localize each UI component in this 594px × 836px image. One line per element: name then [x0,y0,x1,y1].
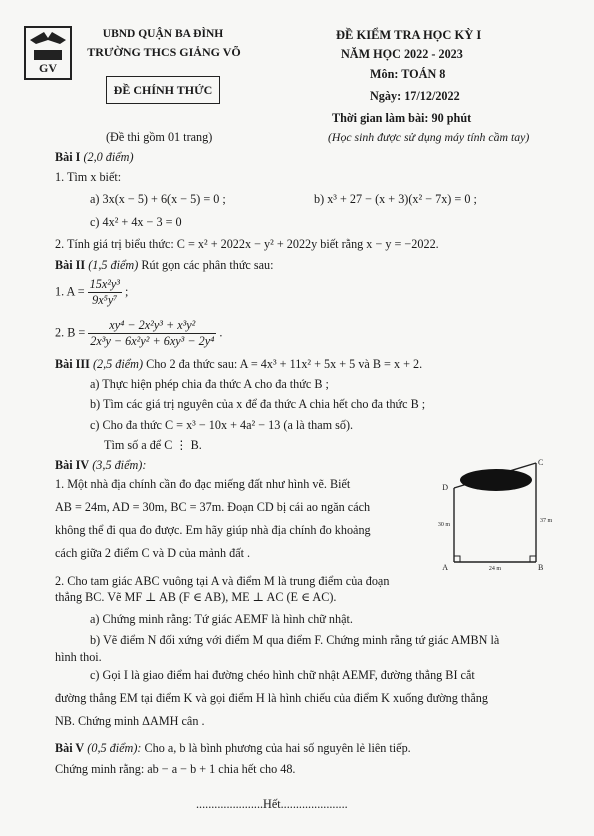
bai4-points: (3,5 điểm): [92,458,147,472]
bai4-c1: c) Gọi I là giao điểm hai đường chéo hình chữ nhật AEMF, đường thẳng BI cắt [90,668,475,682]
pages-note: (Đề thi gồm 01 trang) [106,130,213,144]
calculator-note: (Học sinh được sử dụng máy tính cầm tay) [328,130,530,144]
bai3-a: a) Thực hiện phép chia đa thức A cho đa thức B ; [90,377,329,391]
label-c: C [538,458,544,467]
bai2-p1-fraction [88,277,122,308]
exam-date: Ngày: 17/12/2022 [370,89,460,103]
bai2-title: Bài II [55,258,86,272]
bai3-points: (2,5 điểm) [92,357,144,371]
end-marker: ......................Hết...................... [196,797,348,811]
label-b: B [538,563,544,572]
bai5-heading [55,741,411,756]
bai4-p2-line2: thẳng BC. Vẽ MF ⊥ AB (F ∈ AB), ME ⊥ AC (E ∈ AC). [55,590,337,604]
bai4-p1-line4: cách giữa 2 điểm C và D của mảnh đất . [55,546,251,560]
org-name: UBND QUẬN BA ĐÌNH [102,28,224,40]
bai1-q2: 2. Tính giá trị biểu thức: C = x² + 2022x − y² + 2022y biết rằng x − y = −2022. [55,237,439,251]
label-ab-length: 24 m [488,566,502,572]
bai5-points: (0,5 điểm): [87,741,142,755]
school-name: TRƯỜNG THCS GIẢNG VÕ [87,45,241,59]
bai2-p2-end: . [219,325,223,340]
bai2-p2-label: 2. B = [55,325,86,340]
bai2-p1-denominator: 9x⁵y⁷ [92,293,118,307]
svg-text:GV: GV [39,61,57,75]
bai3-intro: Cho 2 đa thức sau: A = 4x³ + 11x² + 5x + 5 và B = x + 2. [146,357,423,371]
bai4-p2-line1: 2. Cho tam giác ABC vuông tại A và điểm M là trung điểm của đoạn [55,574,390,588]
bai2-p2-denominator: 2x³y − 6x²y² + 6xy³ − 2y⁴ [90,334,215,348]
bai2-p2 [55,318,222,349]
bai2-points: (1,5 điểm) [88,258,139,272]
bai1-heading [55,150,134,165]
bai4-b1: b) Vẽ điểm N đối xứng với điểm M qua điểm F. Chứng minh rằng tứ giác AMBN là [90,633,500,647]
label-d: D [442,483,448,492]
bai3-c2: Tìm số a để C ⋮ B. [104,438,202,452]
bai4-p1-line1: 1. Một nhà địa chính cần đo đạc miếng đất như hình vẽ. Biết [55,477,351,491]
bai1-points: (2,0 điểm) [83,150,134,164]
subject: Môn: TOÁN 8 [370,67,446,81]
bai1-b: b) x³ + 27 − (x + 3)(x² − 7x) = 0 ; [314,192,477,206]
bai4-title: Bài IV [55,458,90,472]
bai4-a: a) Chứng minh rằng: Tứ giác AEMF là hình chữ nhật. [90,612,353,626]
duration: Thời gian làm bài: 90 phút [332,111,472,125]
bai1-a: a) 3x(x − 5) + 6(x − 5) = 0 ; [90,192,226,206]
land-figure [424,458,554,578]
bai2-p1-numerator: 15x²y³ [89,277,120,291]
official-stamp: ĐỀ CHÍNH THỨC [106,76,220,104]
bai2-p1-end: ; [125,284,129,299]
school-year: NĂM HỌC 2022 - 2023 [341,47,463,61]
exam-title: ĐỀ KIỂM TRA HỌC KỲ I [336,28,482,42]
bai3-c: c) Cho đa thức C = x³ − 10x + 4a² − 13 (a là tham số). [90,418,354,432]
bai1-q1: 1. Tìm x biết: [55,170,122,184]
bai4-c2: đường thẳng EM tại điểm K và gọi điểm H là hình chiếu của điểm K xuống đường thẳng [55,691,488,705]
school-logo [24,26,72,80]
bai5-line1: Cho a, b là bình phương của hai số nguyên lẻ liên tiếp. [144,741,411,755]
bai4-c3: NB. Chứng minh ΔAMH cân . [55,714,205,728]
bai2-p1-label: 1. A = [55,284,85,299]
bai2-intro: Rút gọn các phân thức sau: [141,258,274,272]
bai2-p2-fraction [88,318,216,349]
bai5-title: Bài V [55,741,85,755]
bai5-line2: Chứng minh rằng: ab − a − b + 1 chia hết cho 48. [55,762,296,776]
bai3-title: Bài III [55,357,90,371]
bai3-heading [55,357,422,372]
bai2-heading [55,258,274,273]
bai4-b2: hình thoi. [55,650,102,664]
bai1-c: c) 4x² + 4x − 3 = 0 [90,215,182,229]
bai2-p1 [55,277,128,308]
label-a: A [442,563,448,572]
bai3-b: b) Tìm các giá trị nguyên của x để đa thức A chia hết cho đa thức B ; [90,397,426,411]
bai4-heading [55,458,146,473]
label-ad-length: 30 m [437,522,450,528]
bai4-p1-line2: AB = 24m, AD = 30m, BC = 37m. Đoạn CD bị cái ao ngăn cách [55,500,371,514]
bai4-p1-line3: không thể đi qua đo được. Em hãy giúp nhà địa chính đo khoảng [55,523,371,537]
bai2-p2-numerator: xy⁴ − 2x²y³ + x³y² [88,318,216,334]
bai1-title: Bài I [55,150,81,164]
label-bc-length: 37 m [540,518,553,524]
pond-shape [460,469,532,491]
